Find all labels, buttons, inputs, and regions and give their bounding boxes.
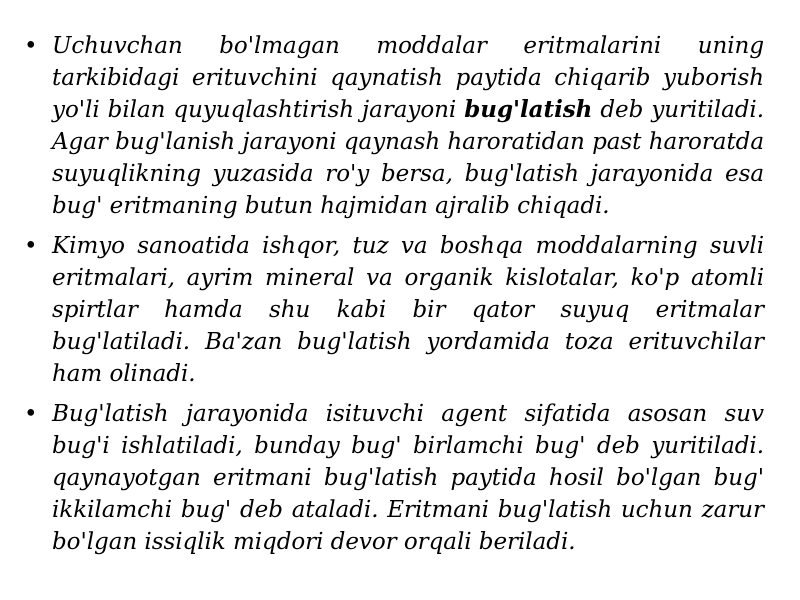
bullet-item-3 (22, 398, 764, 558)
bullet-text-1-start: Uchuvchan bo'lmagan moddalar eritmalarini uning tarkibidagi erituvchini qaynatish paytida chiqarib yuborish yo'li bilan quyuqlashtirish jarayoni (52, 33, 764, 123)
bullet-list (22, 30, 764, 558)
bullet-text-1-end: deb yuritiladi. Agar bug'lanish jarayoni qaynash haroratidan past haroratda suyuqlikning yuzasida ro'y bersa, bug'latish jarayonida esa bug' eritmaning butun hajmidan ajralib chiqadi. (52, 97, 764, 219)
bullet-text-2: Kimyo sanoatida ishqor, tuz va boshqa moddalarning suvli eritmalari, ayrim mineral va organik kislotalar, ko'p atomli spirtlar hamda shu kabi bir qator suyuq eritmalar bug'latiladi. Ba'zan bug'latish yordamida toza erituvchilar ham olinadi. (52, 233, 764, 387)
bullet-icon: • (24, 33, 38, 59)
bullet-text-1 (52, 30, 764, 222)
bullet-text-3: Bug'latish jarayonida isituvchi agent sifatida asosan suv bug'i ishlatiladi, bunday bug' birlamchi bug' deb yuritiladi. qaynayotgan eritmani bug'latish paytida hosil bo'lgan bug' ikkilamchi bug' deb ataladi. Eritmani bug'latish uchun zarur bo'lgan issiqlik miqdori devor orqali beriladi. (52, 401, 764, 555)
bullet-item-2 (22, 230, 764, 390)
bullet-item-1 (22, 30, 764, 222)
bullet-icon: • (24, 233, 38, 259)
bullet-icon: • (24, 401, 38, 427)
bold-term: bug'latish (464, 96, 593, 123)
